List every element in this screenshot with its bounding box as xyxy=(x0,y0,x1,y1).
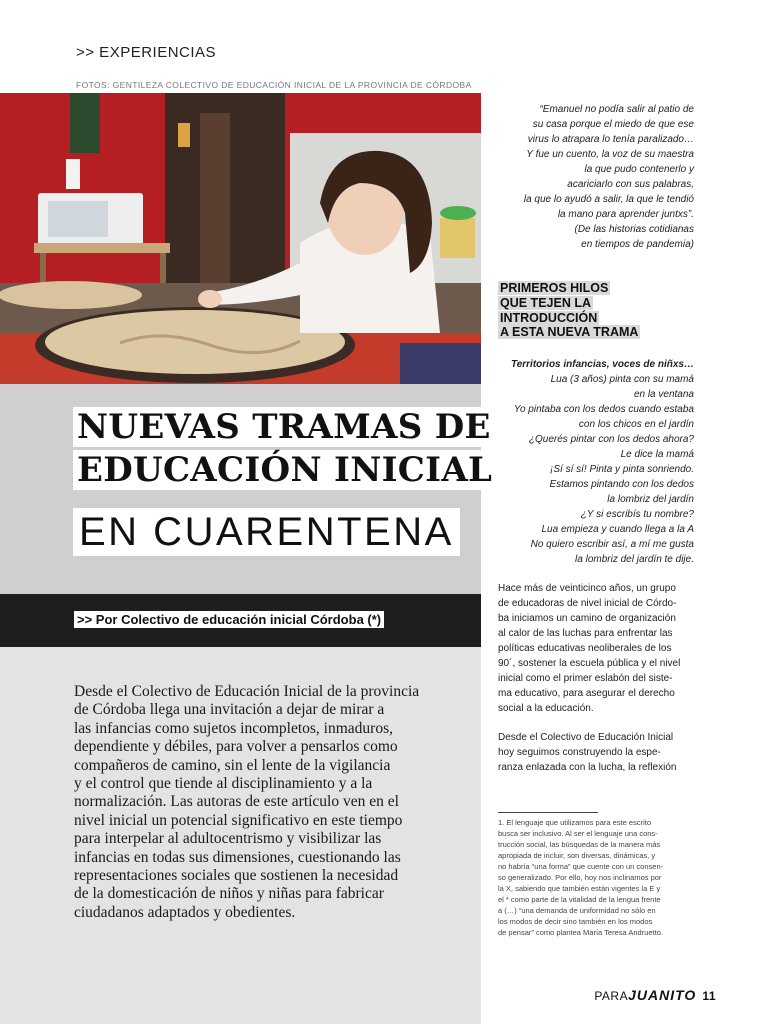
section-tag: >> EXPERIENCIAS xyxy=(76,44,217,61)
quote-line: la que pudo contenerlo y xyxy=(584,164,694,175)
quote-line: su casa porque el miedo de que ese xyxy=(532,119,694,130)
lead-line: ciudadanos adaptados y obedientes. xyxy=(74,903,296,921)
quote-line: virus lo atrapara lo tenía paralizado… xyxy=(527,134,694,145)
lead-line: de Córdoba llega una invitación a dejar de mirar a xyxy=(74,701,385,719)
poem-line: ¿Y si escribís tu nombre? xyxy=(580,509,694,520)
footnote-line: apropiada de incluir, son diversas, dinámicas, y xyxy=(498,851,656,860)
section-subheading xyxy=(498,281,640,340)
lead-paragraph xyxy=(74,683,474,922)
poem-line: en la ventana xyxy=(633,389,694,400)
photo-credit: FOTOS: GENTILEZA COLECTIVO DE EDUCACIÓN INICIAL DE LA PROVINCIA DE CÓRDOBA xyxy=(76,80,472,90)
title-line-3: EN CUARENTENA xyxy=(73,508,460,556)
body-line: ba iniciamos un camino de organización xyxy=(498,613,676,624)
children-voices-poem xyxy=(484,357,694,567)
body-line: de educadoras de nivel inicial de Córdo- xyxy=(498,598,677,609)
footnote-line: 1. El lenguaje que utilizamos para este escrito xyxy=(498,818,652,827)
subhead-line: A ESTA NUEVA TRAMA xyxy=(500,325,639,340)
title-line-2: EDUCACIÓN INICIAL xyxy=(73,450,496,490)
poem-line: Lua (3 años) pinta con su mamá xyxy=(550,374,694,385)
body-paragraph-1 xyxy=(498,581,695,716)
byline: >> Por Colectivo de educación inicial Córdoba (*) xyxy=(74,611,384,628)
footnote-divider xyxy=(498,812,598,813)
footnote-line: trucción social, las búsquedas de la manera más xyxy=(498,840,661,849)
body-paragraph-2 xyxy=(498,730,695,775)
quote-line: la mano para aprender juntxs”. xyxy=(557,209,694,220)
footnote-line: de pensar” como plantea María Teresa Andruetto. xyxy=(498,928,663,937)
magazine-brand: JUANITO xyxy=(628,987,697,1003)
poem-line: No quiero escribir así, a mí me gusta xyxy=(530,539,694,550)
lead-line: dependiente y débiles, para volver a pensarlos como xyxy=(74,738,398,756)
body-line: políticas educativas neoliberales de los xyxy=(498,643,672,654)
lead-line: compañeros de camino, sin el lente de la vigilancia xyxy=(74,756,391,774)
footnote-line: so generalizado. Por ello, hoy nos inclinamos por xyxy=(498,873,662,882)
poem-line: Yo pintaba con los dedos cuando estaba xyxy=(513,404,694,415)
poem-line: la lombriz del jardín xyxy=(607,494,694,505)
body-line: al calor de las luchas para enfrentar las xyxy=(498,628,673,639)
poem-line: Estamos pintando con los dedos xyxy=(549,479,694,490)
body-line: inicial como el primer eslabón del siste- xyxy=(498,673,673,684)
page-footer xyxy=(594,987,716,1003)
quote-line: (De las historias cotidianas xyxy=(574,224,694,235)
body-line: Hace más de veinticinco años, un grupo xyxy=(498,583,676,594)
lead-line: para interpelar al adultocentrismo y visibilizar las xyxy=(74,830,382,848)
body-line: hoy seguimos construyendo la espe- xyxy=(498,747,661,758)
lead-line: normalización. Las autoras de este artículo ven en el xyxy=(74,793,399,811)
poem-line: Lua empieza y cuando llega a la A xyxy=(541,524,694,535)
lead-line: de la domesticación de niños y niñas para fabricar xyxy=(74,885,384,903)
footnote-line: los modos de decir sino también en los modos xyxy=(498,917,653,926)
cover-photo xyxy=(0,93,481,384)
body-line: Desde el Colectivo de Educación Inicial xyxy=(498,732,674,743)
subhead-line: PRIMEROS HILOS xyxy=(500,281,609,295)
lead-line: infancias en todas sus dimensiones, cuestionando las xyxy=(74,848,401,866)
poem-line: ¡Sí sí sí! Pinta y pinta sonriendo. xyxy=(550,464,694,475)
subhead-line: QUE TEJEN LA xyxy=(500,295,591,310)
quote-line: acariciarlo con sus palabras, xyxy=(567,179,694,190)
epigraph-quote xyxy=(494,102,694,252)
page-number: 11 xyxy=(702,989,716,1003)
footnote-line: la X, sabiendo que también están vigentes la E y xyxy=(498,884,661,893)
footnote xyxy=(498,817,695,938)
footer-prefix: PARA xyxy=(594,989,629,1003)
quote-line: en tiempos de pandemia) xyxy=(581,239,694,250)
lead-line: y el control que tiende al disciplinamiento y a la xyxy=(74,775,373,793)
lead-line: las infancias como sujetos incompletos, inmaduros, xyxy=(74,719,393,737)
footnote-line: a (…) “una demanda de uniformidad no sólo en xyxy=(498,906,656,915)
body-line: ma educativo, para asegurar el derecho xyxy=(498,688,675,699)
poem-line: Le dice la mamá xyxy=(620,449,694,460)
lead-line: nivel inicial un potencial significativo en este tiempo xyxy=(74,811,403,829)
poem-line: con los chicos en el jardín xyxy=(578,419,694,430)
quote-line: la que lo ayudó a salir, la que le tendió xyxy=(523,194,694,205)
body-line: social a la educación. xyxy=(498,703,594,714)
lead-line: Desde el Colectivo de Educación Inicial de la provincia xyxy=(74,683,420,700)
footnote-line: no habría “una forma” que cuente con un consen- xyxy=(498,862,664,871)
footnote-line: busca ser inclusivo. Al ser el lenguaje una cons- xyxy=(498,829,658,838)
body-line: 90´, sostener la escuela pública y el nivel xyxy=(498,658,681,669)
quote-line: “Emanuel no podía salir al patio de xyxy=(539,104,694,115)
subhead-line: INTRODUCCIÓN xyxy=(500,310,598,325)
lead-line: representaciones sociales que sostienen la necesidad xyxy=(74,867,399,885)
poem-line: la lombriz del jardín te dije. xyxy=(575,554,694,565)
body-line: ranza enlazada con la lucha, la reflexión xyxy=(498,762,677,773)
quote-line: Y fue un cuento, la voz de su maestra xyxy=(526,149,694,160)
poem-title: Territorios infancias, voces de niñxs… xyxy=(510,359,694,370)
footnote-line: el * como parte de la vitalidad de la lengua frente xyxy=(498,895,661,904)
title-line-1: NUEVAS TRAMAS DE xyxy=(73,407,495,447)
poem-line: ¿Querés pintar con los dedos ahora? xyxy=(528,434,694,445)
